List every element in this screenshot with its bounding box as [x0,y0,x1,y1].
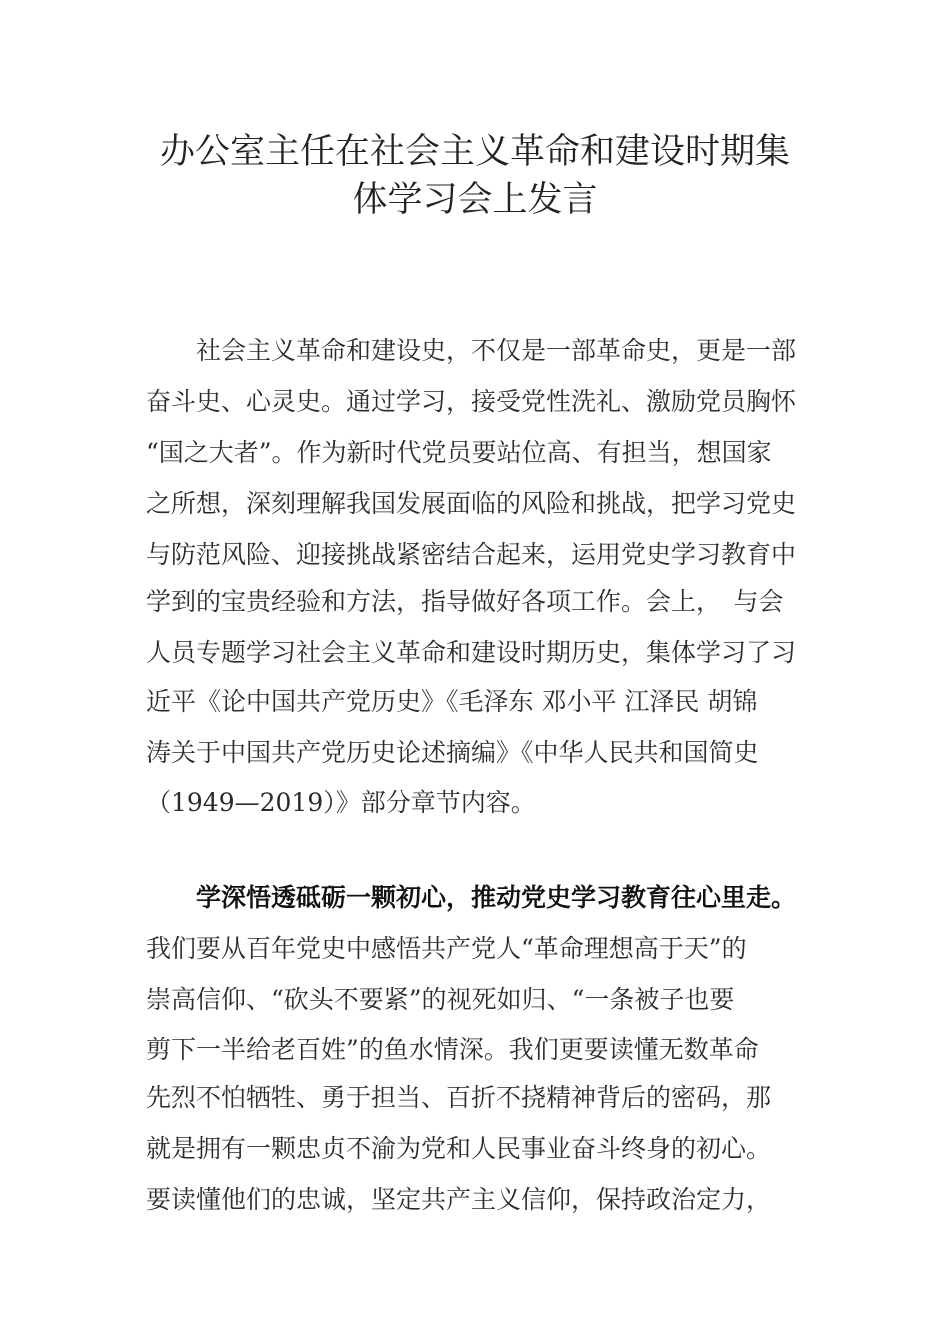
paragraph-1-line-10: （1949—2019）》部分章节内容。 [146,788,536,817]
paragraph-2-line-5: 就是拥有一颗忠贞不渝为党和人民事业奋斗终身的初心。 [146,1134,772,1163]
paragraph-1-line-6: 学到的宝贵经验和方法，指导做好各项工作。会上， 与会 [146,587,784,616]
paragraph-2-line-6: 要读懂他们的忠诚，坚定共产主义信仰，保持政治定力， [146,1185,772,1214]
title-line-2: 体学习会上发言 [352,180,598,220]
paragraph-1-line-9: 涛关于中国共产党历史论述摘编》《中华人民共和国简史 [146,738,759,767]
paragraph-1-line-1: 社会主义革命和建设史，不仅是一部革命史，更是一部 [146,336,797,365]
paragraph-2-line-3: 剪下一半给老百姓”的鱼水情深。我们更要读懂无数革命 [146,1035,759,1064]
paragraph-1-line-5: 与防范风险、迎接挑战紧密结合起来，运用党史学习教育中 [146,540,797,569]
title-line-1: 办公室主任在社会主义革命和建设时期集 [159,132,790,172]
paragraph-1-line-2: 奋斗史、心灵史。通过学习，接受党性洗礼、激励党员胸怀 [146,387,797,416]
paragraph-2-line-4: 先烈不怕牺牲、勇于担当、百折不挠精神背后的密码，那 [146,1083,772,1112]
paragraph-1-line-8: 近平《论中国共产党历史》《毛泽东 邓小平 江泽民 胡锦 [146,687,758,716]
paragraph-1-line-4: 之所想，深刻理解我国发展面临的风险和挑战，把学习党史 [146,489,797,518]
paragraph-1-line-3: “国之大者”。作为新时代党员要站位高、有担当，想国家 [146,438,772,467]
paragraph-2-line-1: 我们要从百年党史中感悟共产党人“革命理想高于天”的 [146,934,747,963]
paragraph-1-line-7: 人员专题学习社会主义革命和建设时期历史，集体学习了习 [146,638,797,667]
paragraph-2-heading: 学深悟透砥砺一颗初心，推动党史学习教育往心里走。 [146,883,797,912]
paragraph-2-line-2: 崇高信仰、“砍头不要紧”的视死如归、“一条被子也要 [146,985,735,1014]
document-title [140,128,810,224]
